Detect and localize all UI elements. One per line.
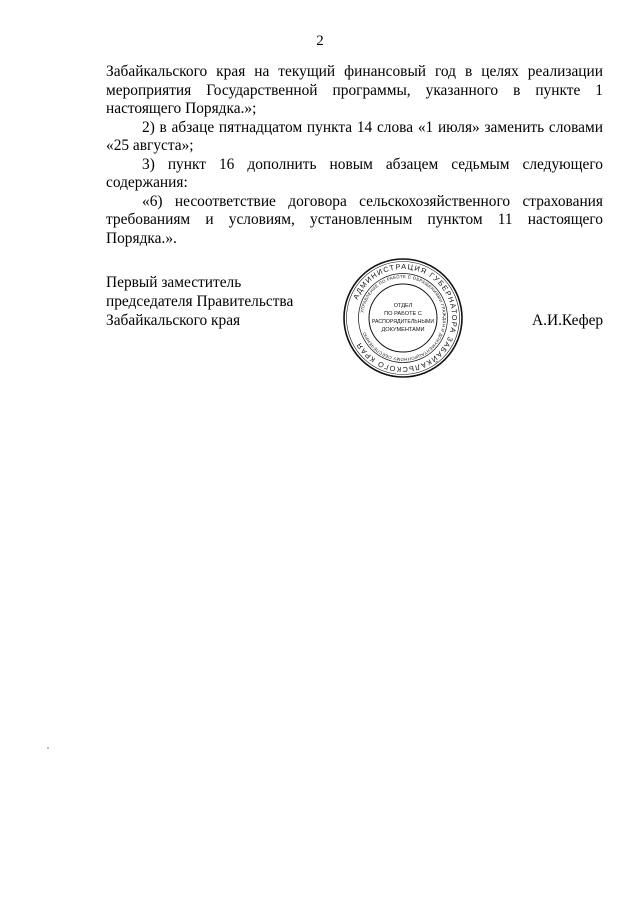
paragraph-continuation [106, 63, 603, 119]
svg-text:ПО РАБОТЕ С: ПО РАБОТЕ С [384, 311, 422, 317]
text-line: содержания: [106, 174, 188, 191]
document-body [106, 63, 603, 248]
text-line: 2) в абзаце пятнадцатом пункта 14 слова «1 июля» заменить словами [142, 118, 603, 136]
text-line: Порядка.»; [185, 100, 257, 117]
svg-text:УПРАВЛЕНИЕ ПО РАБОТЕ С ОБРАЩЕН: УПРАВЛЕНИЕ ПО РАБОТЕ С ОБРАЩЕНИЯМИ ГРАЖДАН И ДОКУМЕНТАЦИОННОМУ ОБЕСПЕЧЕНИЮ [359, 273, 448, 363]
signatory-title-line: председателя Правительства [106, 293, 294, 310]
signatory-title [106, 273, 293, 330]
text-line: Забайкальского края на текущий финансовый год в целях реализации [106, 63, 603, 80]
paragraph-item-3 [106, 156, 603, 193]
text-line: 3) пункт 16 дополнить новым абзацем седьмым следующего [142, 155, 603, 173]
text-line: требованиям и условиям, установленным пунктом 11 настоящего Порядка.». [106, 211, 603, 247]
paragraph-item-2 [106, 119, 603, 156]
text-line: «6) несоответствие договора сельскохозяйственного страхования [142, 192, 603, 210]
text-line: мероприятия Государственной программы, указанного в пункте 1 настоящего [106, 81, 603, 117]
signatory-name: А.И.Кефер [532, 312, 604, 329]
svg-text:ДОКУМЕНТАМИ: ДОКУМЕНТАМИ [381, 327, 425, 333]
paragraph-quote-6 [106, 193, 603, 249]
svg-text:ОТДЕЛ: ОТДЕЛ [393, 303, 413, 309]
signatory-title-line: Забайкальского края [106, 312, 241, 329]
signatory-title-line: Первый заместитель [106, 274, 242, 291]
text-line: «25 августа»; [106, 137, 194, 154]
official-seal-stamp [342, 257, 464, 379]
scan-artifact-dot [47, 747, 49, 749]
svg-text:АДМИНИСТРАЦИЯ ГУБЕРНАТОРА ЗАБА: АДМИНИСТРАЦИЯ ГУБЕРНАТОРА ЗАБАЙКАЛЬСКОГО КРАЯ [350, 261, 460, 375]
svg-text:РАСПОРЯДИТЕЛЬНЫМИ: РАСПОРЯДИТЕЛЬНЫМИ [371, 319, 435, 325]
page-number: 2 [316, 33, 324, 49]
